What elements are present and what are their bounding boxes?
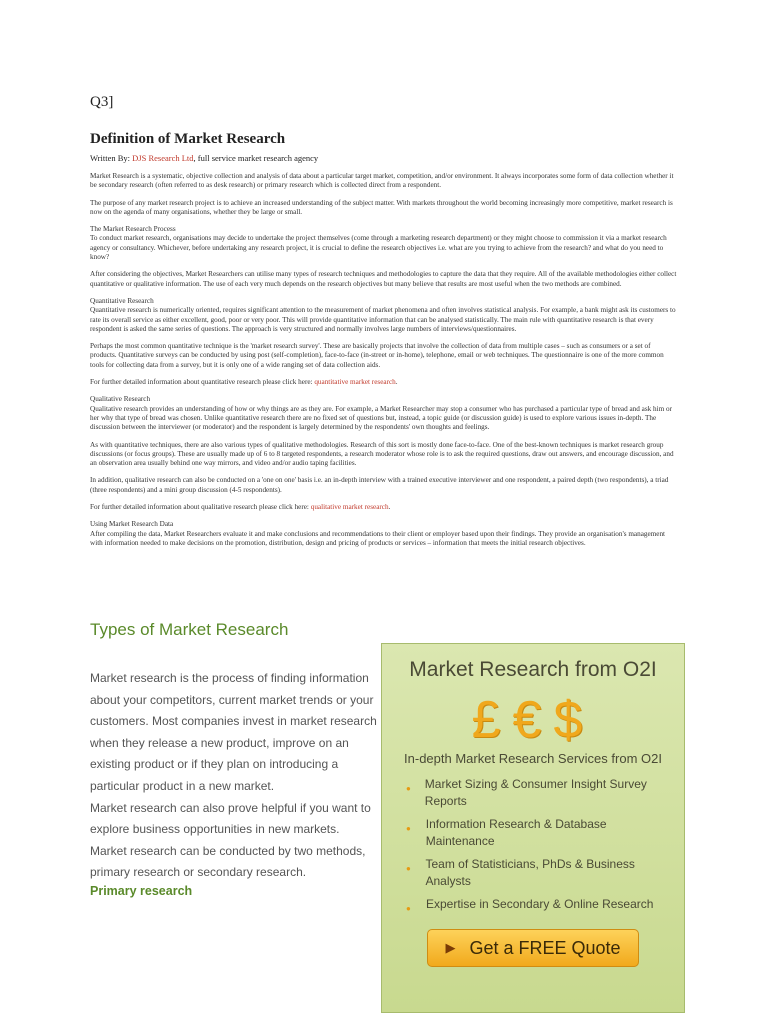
definition-title: Definition of Market Research bbox=[90, 131, 286, 147]
o2i-ad-banner[interactable] bbox=[381, 643, 685, 1013]
paragraph: For further detailed information about quantitative research please click here: quantitative market research. bbox=[90, 378, 398, 387]
currency-icon: £€$ bbox=[471, 691, 595, 749]
ad-feature: ● Information Research & Database Maintenance bbox=[406, 817, 607, 848]
paragraph: Quantitative Research Quantitative research is numerically oriented, requires significant attention to the measurement of market phenomena and often involves statistical analysis. For example, a bank might ask its customers to rate its overall service as either excellent, good, poor or very poor. This will provide quantitative information that can be analysed statistically. The main rule with quantitative research is that every respondent is asked the same series of questions. The approach is very structured and normally involves large numbers of interviews/questionnaires. bbox=[90, 297, 678, 334]
paragraph: Using Market Research Data After compiling the data, Market Researchers evaluate it and make conclusions and recommendations to their client or employer based upon their findings. They provide an organisation's management with information needed to make decisions on the promotion, distribution, design and pricing of products or services – information that meets the initial research objectives. bbox=[90, 520, 678, 548]
paragraph: The Market Research Process To conduct market research, organisations may decide to undertake the project themselves (come through a marketing research department) or they might choose to commission it via a market research agency or consultancy. Whichever, before undertaking any research project, it is crucial to define the research objectives i.e. what are you trying to achieve from the research? and what do you need to know? bbox=[90, 225, 678, 262]
types-paragraph: Market research can also prove helpful if you want to explore business opportunities in new markets. bbox=[90, 800, 371, 837]
written-by-suffix: , full service market research agency bbox=[193, 153, 319, 163]
paragraph: Perhaps the most common quantitative technique is the 'market research survey'. These are basically projects that involve the collection of data from multiple cases – such as consumers or a set of products. Quantitative surveys can be conducted by using post (self-completion), face-to-face (in-street or in-home), telephone, email or web techniques. The questionnaire is one of the more common tools for collecting data from a survey, but it is only one of a wide ranging set of data collection aids. bbox=[90, 342, 664, 369]
ad-feature: ● Market Sizing & Consumer Insight Survey Reports bbox=[406, 777, 647, 808]
ad-feature: ● Expertise in Secondary & Online Research bbox=[406, 896, 676, 917]
paragraph: As with quantitative techniques, there are also various types of qualitative methodologies. Research of this sort is mostly done face-to-face. One of the best-known techniques is market research group discussions (or focus groups). These are usually made up of 6 to 8 targeted respondents, a research moderator whose role is to ask the required questions, draw out answers, and encourage discussion, and an observation area usually behind one way mirrors, and video and/or audio taping facilities. bbox=[90, 440, 674, 468]
question-number: Q3] bbox=[90, 94, 114, 110]
get-quote-button[interactable] bbox=[427, 929, 639, 967]
types-paragraph: Market research is the process of finding information about your competitors, current market trends or your customers. Most companies invest in market research when they release a new product, improve on an existing product or if they plan on introducing a particular product in a new market. bbox=[90, 671, 377, 793]
qualitative-link[interactable]: qualitative market research bbox=[310, 503, 389, 512]
subheading: Using Market Research Data bbox=[90, 520, 174, 529]
types-body bbox=[90, 668, 380, 884]
paragraph: For further detailed information about qualitative research please click here: qualitative market research. bbox=[90, 503, 391, 512]
quantitative-link[interactable]: quantitative market research bbox=[314, 378, 396, 387]
bullet-icon: ● bbox=[406, 864, 411, 873]
paragraph: After considering the objectives, Market Researchers can utilise many types of research techniques and methodologies to capture the data that they require. All of the available methodologies either collect quantitative or qualitative information. The use of each very much depends on the research objectives but many believe that results are most useful when the two methods are combined. bbox=[90, 270, 677, 288]
article-body bbox=[90, 172, 678, 556]
bullet-icon: ● bbox=[406, 824, 411, 833]
author-link[interactable]: DJS Research Ltd bbox=[132, 153, 194, 163]
ad-subtitle: In-depth Market Research Services from O2I bbox=[404, 751, 662, 766]
subheading: Quantitative Research bbox=[90, 296, 154, 305]
get-quote-label: Get a FREE Quote bbox=[469, 937, 621, 958]
ad-feature: ● Team of Statisticians, PhDs & Business Analysts bbox=[406, 857, 635, 888]
types-paragraph: Market research can be conducted by two methods, primary research or secondary research. bbox=[90, 843, 366, 880]
ad-feature-list bbox=[406, 776, 676, 923]
paragraph: The purpose of any market research project is to achieve an increased understanding of the subject matter. With markets throughout the world becoming increasingly more competitive, market research is now on the agenda of many organisations, whether they be large or small. bbox=[90, 198, 673, 216]
primary-research-heading: Primary research bbox=[90, 884, 193, 898]
bullet-icon: ● bbox=[406, 784, 411, 793]
play-icon: ▶ bbox=[445, 940, 456, 955]
subheading: Qualitative Research bbox=[90, 395, 151, 404]
written-by-line bbox=[90, 153, 318, 163]
written-by-prefix: Written By: bbox=[90, 153, 133, 163]
paragraph: In addition, qualitative research can also be conducted on a 'one on one' basis i.e. an in-depth interview with a trained executive interviewer and one respondent, a paired depth (two respondents), a triad (three respondents) and a mini group discussion (4-5 respondents). bbox=[90, 476, 669, 494]
subheading: The Market Research Process bbox=[90, 225, 176, 234]
bullet-icon: ● bbox=[406, 904, 411, 913]
ad-title: Market Research from O2I bbox=[409, 658, 657, 681]
paragraph: Market Research is a systematic, objective collection and analysis of data about a particular target market, competition, and/or environment. It always incorporates some form of data collection whether it be secondary research (often referred to as desk research) or primary research which is collected direct from a respondent. bbox=[90, 172, 674, 190]
types-title: Types of Market Research bbox=[90, 620, 289, 639]
paragraph: Qualitative Research Qualitative research provides an understanding of how or why things are as they are. For example, a Market Researcher may stop a consumer who has purchased a particular type of bread and ask him or her why that type of bread was chosen. Unlike quantitative research there are no fixed set of questions but, instead, a topic guide (or discussion guide) is used to explore various issues in-depth. The discussion between the interviewer (or moderator) and the respondent is largely determined by the respondents' own thoughts and feelings. bbox=[90, 395, 678, 432]
